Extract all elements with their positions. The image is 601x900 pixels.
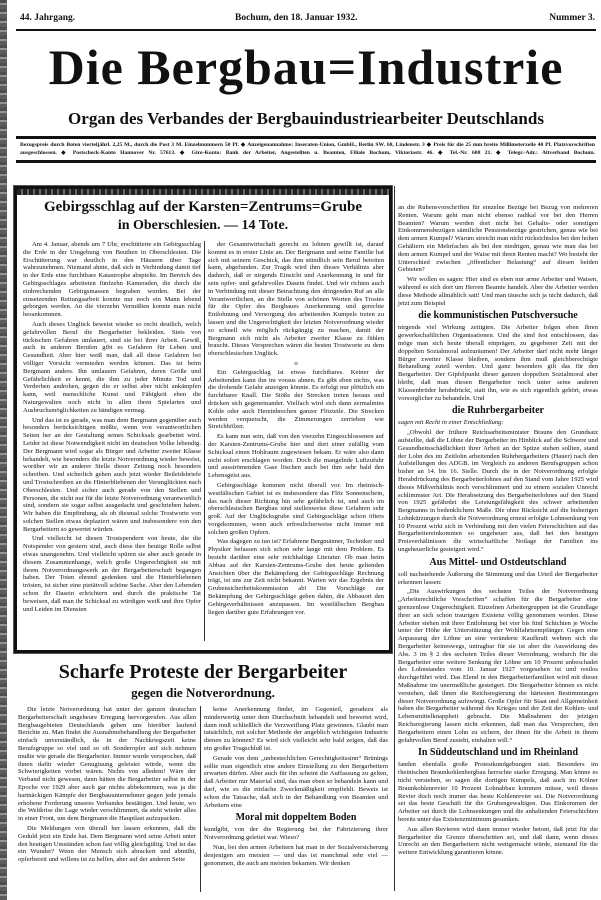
paragraph: Die Meldungen von überall her lassen erkennen, daß die Geduld jetzt ein Ende hat. Dem Bergmann wird seine Arbeit unter den heutigen Umständen schon fast völlig gleichgültig. Und ist das ein Wunder? Wenn der Mensch sich abrackert und abmüht, opferbereit und willens ist zu helfen, aber auf der anderen Seite [18, 824, 196, 864]
subscription-info: Bezugspreis durch Boten vierteljährl. 2,25 M., durch die Post 3 M. Einzelnummern 50 Pf. ◆ Anzeigenannahme: Inseraten-Union, GmbH., Berlin SW. 68, Lindenstr. 3 ◆ Preis für die 25 mm breite Millimeterzeile 40 Pf. Platzvorschriften ausgeschlossen. ◆ Postscheck-Konto Hannover Nr. 57613. ◆ Giro-Konto: Bank der Arbeiter, Angestellten u. Beamten, Filiale Bochum, Viktoriastr. 46. ◆ Tel.-Nr. 608 21. ◆ Telegr.-Adr.: Altverband Bochum. [20, 142, 595, 156]
paragraph: sagen mit Recht in einer Entschließung: [398, 419, 504, 427]
paragraph: Es kann nun sein, daß von den vierzehn Eingeschlossenen auf der Karsten-Zentrums-Grube hier und dort einer zufällig vom Schicksal einen Hohlraum zugewiesen bekam. Er wäre also dann nicht sofort erschlagen worden. Doch die mangelnde Luftzufuhr und ausströmenden Gase löschen auch bei ihm sehr bald den Lebensgeist aus. [208, 433, 384, 480]
paragraph: Am 4. Januar, abends um 7 Uhr, erschütterte ein Gebirgsschlag die Erde in der Umgebung von Beuthen in Oberschlesien. Die Erschütterung war deutlich in den Häusern über Tage wahrzunehmen. Niemand ahnte, daß sich in Verbindung damit tief in der Erde eine furchtbare Katastrophe abspielte. Im Bereich des Gebirgsschlages arbeiteten fünfzehn Kameraden, die durch die einbrechenden Gebirgsmassen begraben wurden. Bei der einsetzenden Rettungsarbeit konnte nur noch ein Mann lebend geborgen werden. An die vierzehn Vermißten konnte man nicht herankommen. [23, 241, 201, 319]
paragraph: soll nachstehende Äußerung die Stimmung und das Urteil der Bergarbeiter erkennen lassen: [398, 570, 598, 586]
article-subheadline: gegen die Notverordnung. [131, 685, 275, 700]
dateline: Bochum, den 18. Januar 1932. [235, 13, 358, 23]
volume-label: 44. Jahrgang. [20, 13, 76, 23]
masthead [16, 34, 596, 102]
article-column-1 [18, 706, 196, 866]
paragraph: Aus allen Revieren wird dann immer wieder betont, daß jetzt für die Bergarbeiter die Grenze überschritten sei, und daß dann, wenn dieses Unrecht an den Bergarbeitern nicht wettgemacht würde, niemand für die weitere Entwicklung garantieren könne. [398, 825, 598, 857]
section-heading: Aus Mittel- und Ostdeutschland [429, 556, 567, 568]
column-rule [204, 241, 205, 641]
folio-line [20, 13, 595, 27]
article-headline: Gebirgsschlag auf der Karsten=Zentrums=Grube [43, 199, 363, 215]
section-separator: o [294, 359, 298, 367]
paragraph: Wir wollen es sagen: Hier sind es eben nur arme Arbeiter und Waisen, während es sich dort um Herren Beamte handelt. Aber die Arbeiter werden diese Methode allmählich satt! Und man täusche sich ja nicht dadurch, daß jetzt zum Beispiel [398, 276, 598, 307]
paragraph: der Gesamtwirtschaft gerecht zu lohnen gewillt ist, darauf kommt es in erster Linie an. Der Bergmann und seine Familie hat sich mit seinem Geschick, das ihm stündlich sein Beruf bereiten kann, abgefunden. Zur Tragik wird ihm dieses Verhältnis aber dadurch, daß er nirgends Einsicht und Anerkennung in und für sein opfer- und gefahrvolles Dasein findet. Und wir richten auch in Verbindung mit dieser Betrachtung den dringenden Ruf an alle Verantwortlichen, an die Stelle von schönen Worten des Trostes für die Opfer des Bergbaues Anerkennung und gerechte Entlohnung und Versorgung des arbeitenden Kumpels treten zu lassen und die Ungerechtigkeit der letzten Notverordnung wieder so schnell wie möglich rückgängig zu machen, damit der Bergmann sich nicht als Arbeiter zweiter Klasse zu fühlen braucht. Dieses Versprechen wären die besten Trostworte zu dem oberschlesischen Unglück. [208, 241, 384, 358]
article-subheadline: in Oberschlesien. — 14 Tote. [117, 218, 289, 233]
article-column-2 [204, 706, 388, 869]
paragraph: Was dagegen zu tun ist? Erfahrene Bergmänner, Techniker und Physiker befassen sich schon sehr lange mit dem Problem. Es besteht darüber eine sehr reichhaltige Literatur. Ob man beim Abbau auf der Karsten-Zentrums-Grube den heute geltenden Ansichten über die Bekämpfung der Gebirgsschläge Rechnung trägt, ist uns zur Zeit nicht bekannt. Warten wir das Ergebnis der Grubensicherheitskommission ab! Die Vorschläge zur Bekämpfung der Gebirgsschläge gehen dahin, die Abbauort den Gebirgsverhältnissen anzupassen. Im westfälischen Bergbau liegen darüber gute Erfahrungen vor. [208, 538, 384, 616]
article-mine-disaster [14, 186, 392, 653]
right-column-continuation [398, 204, 598, 859]
quote-paragraph: „Obwohl der frühere Reichsarbeitsminister Brauns den Grundsatz aufstellte, daß die Löhne der Bergarbeiter im Hinblick auf die Schwere und Gesundheitsschädlichkeit ihrer Arbeit an der Spitze stehen sollten, stand der Lohn des im Zeitlohn arbeitenden Ruhrbergarbeiters (Hauer) nach den Aufstellungen des ADGB. im Vergleich zu anderen Berufsgruppen schon bisher an 14. bis 16. Stelle. Durch die in der Notverordnung erfolgte Herabdrückung des Bergarbeiterlohnes auf den Stand vom Jahre 1925 wird dieses Mißverhältnis noch verschlimmert und zu einem sozialen Unrecht schlimmster Art. Die Herabsetzung des Bergarbeiterlohnes auf den Stand von 1925 gefährdet die Leistungsfähigkeit des schwer arbeitenden Bergmanns in bedenklichem Maße. Die ohne Rücksicht auf die bisherigen Lohnkürzungen durch die Notverordnung erneut erfolgte Lohnsenkung von 10 Prozent wirkt sich in Verbindung mit den vielen Feierschichten auf das Bergarbeitereinkommen so ungeheuer aus, daß bei den heutigen Preisverhältnissen die wirtschaftliche Notlage der Familien ins ungeheuerliche gesteigert wird.“ [398, 429, 598, 554]
scan-edge [0, 0, 7, 900]
divider [16, 29, 596, 31]
paragraph: nirgends viel Wirkung zeitigten. Die Arbeiter folgen eben ihren gewerkschaftlichen Organisationen. Und die sind fest entschlossen, das möge man sich heute überall einprägen, zu gegebener Zeit mit der doppelten Sozialmoral aufzuräumen! Der Arbeiter darf nicht mehr länger Bürger zweiter Klasse bleiben, sondern ihm muß gleichberechtigte Behandlung zuteil werden. Und ganz besonders gilt das für den Bergarbeiter. Der Gipfelpunkt dieser ganzen doppelten Sozialmoral aber bleibt, daß man diesen Bergarbeiter noch unter seine anderen Klassenbrüder herabdrückt, statt ihn, wie es sich eigentlich gehört, etwas vorsorglicher zu behandeln. Und [398, 324, 598, 402]
section-heading: Moral mit doppeltem Boden [235, 812, 357, 824]
paragraph: Ein Gebirgsschlag ist etwas furchtbares. Keiner der Arbeitenden kann ihn im voraus ahnen. Es gibt eben nichts, was die drohende Gefahr anzeigen könnte. Es erfolgt nur plötzlich ein furchtbarer Knall. Die Stöße der Strecken treten heraus und drücken sich gegeneinander. Vielfach wird sich dann zermalmtes Kohle oder auch Hereinbrechen ganzer Flözteile. Die Strecken werden verquetscht, die Zimmerungen zerrieben wie Streichhölzer. [208, 368, 384, 431]
paragraph: Auch dieses Unglück beweist wieder so recht deutlich, welch gefahrvollen Beruf die Bergarbeiter bekleiden. Stets von tückischen Gefahren umlauert, sind sie bei ihrer Arbeit. Gewiß, auch in anderen Berufen gibt es Gefahren für Leben und Gesundheit. Aber hier weiß man, daß all diese Gefahren bei völliger Vorsicht vermieden werden können. Das ist beim Bergmann anders. Ihn umlauern Gefahren, deren Größe und Gefährlichkeit er kennt, die ihm zu jeder Minute Tod und Verderben androhen, gegen die er selbst aber nicht ankämpfen kann, weil menschliche Kunst und Fähigkeit eben die Naturgewalten noch nicht in allen ihren Spielarten und Ausbruchsmöglichkeiten zu bändigen vermag. [23, 320, 201, 414]
section-heading: die Ruhrbergarbeiter [452, 405, 544, 417]
article-protests [14, 660, 392, 898]
paragraph: keine Anerkennung findet, im Gegenteil, geradezu als minderwertig unter dem Durchschnitt behandelt und bewertet wird, dann muß schließlich die Verzweiflung Platz gewinnen. Glaubt man tatsächlich, mit solcher Methode der angeblich wichtigsten Industrie dienen zu können? Es wird sich vielleicht sehr bald zeigen, daß das ein großer Trugschluß ist. [204, 706, 388, 752]
column-rule [394, 186, 395, 891]
paragraph: Und das ist es gerade, was man dem Bergmann gegenüber auch besonders berücksichtigen müßte, wenn von verantwortlichen Seiten her an der Gestaltung seines Schicksals gearbeitet wird. Leider ist diese Notwendigkeit nicht im deutschen Volke lebendig. Der Bergmann wird sogar als Bürger und Arbeiter zweiter Klasse behandelt, wie besonders die letzte Notverordnung wieder beweist, worüber wir an anderer Stelle dieser Zeitung noch besonders schreiben. Und sicherlich gehen auch jetzt wieder Beileidsbriefe und Trostschreiben an die Hinterbliebenen der Verunglückten nach Oberschlesien. Und sicher auch gerade von den Stellen und Personen, die nicht nur für die letzte Notverordnung verantwortlich sind, sondern sie sogar selbst ausgedacht und geschrieben haben. Wir haben die Empfindung, als ob diesmal solche Trostworte von solchen Stellen etwas deplaziert wären und insbesondere von den Bergarbeitern so gewertet würden. [23, 416, 201, 533]
masthead-subtitle: Organ des Verbandes der Bergbauindustriearbeiter Deutschlands [68, 109, 544, 128]
article-headline: Scharfe Proteste der Bergarbeiter [58, 661, 348, 683]
box-border-texture [17, 189, 389, 195]
article-column-1 [23, 241, 201, 615]
column-rule [200, 706, 201, 892]
paragraph: Und vielleicht ist diesen Trostspendern von heute, die die Notspender von gestern sind, auch diese ihre heutige Rolle selbst etwas unangenehm. Und vielleicht spüren sie aber auch gerade in diesem Zusammenhange, welch große Ungerechtigkeit sie mit ihrem Notverordnungswerk an der Bergarbeiterschaft begangen haben. Der Toten ehrend gedenken und die Hinterbliebenen trösten, ist sicher eine pietätvoll schöne Sache. Aber den Lebenden schon ihr Dasein erleichtern und durch die praktische Tat beweisen, daß man ihr Schicksal zu würdigen weiß und ihre Opfer und Leiden im Diensten [23, 535, 201, 613]
issue-number: Nummer 3. [549, 13, 595, 23]
paragraph: Nun, bei den armen Arbeitern hat man in der Sozialversicherung denjenigen am meisten — und das ist manchmal sehr viel — genommen, die auch am meisten bekamen. Wir denken [204, 843, 388, 867]
section-heading: die kommunistischen Putschversuche [418, 310, 578, 322]
article-column-2 [208, 241, 384, 618]
paragraph: fanden ebenfalls große Protestkundgebungen statt. Besonders im rheinischen Braunkohlenbergbau herrschte starke Erregung. Man könne es nicht verstehen, so sagen die dortigen Kumpels, daß auch im Kölner Braunkohlenrevier 10 Prozent Lohnabbau kommen müsse, weil dieses Revier doch noch immer das beste Kohlenrevier sei. Die Notverordnung sei das beste Geschäft für die Grubengewaltigen. Das Einkommen der Arbeiter sei durch die Lohnsenkungen und die anhaltenden Feierschichten bereits unter das Existenzminimum gesunken. [398, 761, 598, 823]
newspaper-title: Die Bergbau=Industrie [48, 39, 564, 95]
paragraph: Gebirgsschläge kommen nicht überall vor. Im rheinisch-westfälischen Gebiet ist es insbesondere das Flöz Sonnenschein, das nach dieser Richtung hin sehr gefährlich ist, und auch im oberschlesischen Bergbau sind stellenweise diese Gefahren sehr groß. Auf der Unglücksgrube sind Gebirgsschläge schon öfters vorgekommen, wenn auch erfreulicherweise nicht immer mit solchen großen Opfern. [208, 481, 384, 536]
section-heading: In Süddeutschland und im Rheinland [417, 747, 579, 759]
divider [16, 136, 596, 139]
paragraph: an die Ruhensvorschriften für einzelne Bezüge bei Bezug von mehreren Renten. Warum geht man nicht ebenso radikal vor bei den Herren Beamten? Warum werden dort nicht bei Gehalts- oder sonstigen Einkommensbezügen sämtliche Pensionsbezüge gestrichen, genau wie bei dem armen Kumpel? Warum streicht man nicht rücksichtslos bei den hohen Gehältern ein Mehrfaches als bei den niedrigen, genau wie man das bei dem armen Kumpel und der Waise mit ihren Renten macht? Wo besteht der Unterschied zwischen „öffentlicher Belastung“ auf diesen beiden Gebieten? [398, 204, 598, 274]
divider [16, 160, 596, 163]
paragraph: kundgibt, von der die Regierung bei der Fabrizierung ihrer Notverordnung geleitet war. Wieso? [204, 826, 388, 842]
paragraph: Gerade von dem „unbestechlichen Gerechtigkeitssinn“ Brünings sollte man eigentlich eine andere Einstellung zu den Bergarbeitern erwarten dürfen. Aber auch für ihn scheint die Auffassung zu gelten, daß Arbeiter nur Material sind, das man eben so behandeln kann und darf, wie es die einfache Zweckmäßigkeit empfiehlt. Beweis ist schon die Tatsache, daß sich in der Behandlung von Beamten und Arbeitern eine [204, 754, 388, 809]
paragraph: Die letzte Notverordnung hat unter der ganzen deutschen Bergarbeiterschaft ungeheure Erregung hervorgerufen. Aus allen Bergbaugebieten Deutschlands gehen uns hierüber laufend Berichte zu. Man findet die Ausnahmebehandlung der Bergarbeiter einfach unverständlich, da in der Nachkriegszeit keine Berufsgruppe so viel und so oft Sonderopfer auf sich nehmen mußte wie gerade die Bergarbeiter. Immer wurde versprochen, daß ihnen dafür wieder Genugtuung geleistet würde, wenn die Schwierigkeiten vorbei wären. Nichts von alledem! Wäre der Verband nicht gewesen, dann hätten die Bergarbeiter selbst in der Epoche vor 1929 aber auch gar nichts abbekommen, was ja die hartnäckigen Kämpfe der Bergbauunternehmer gegen jede jemals erhobene Forderung unseres Verbandes bestätigen. Und heute, wo die Weltkrise die Lage wieder verschlimmert, da steht wieder alles in einer Front, um dem Bergmann die Hauptlast aufzupacken. [18, 706, 196, 823]
quote-paragraph: „Die Auswirkungen des sechsten Teiles der Notverordnung „Arbeitsrechtliche Vorschriften“ schaffen für die Bergarbeiter eine grenzenlose Ungerechtigkeit. Einzelnen Arbeitergruppen ist die Grundlage ihrer an sich schon traurigen Existenz völlig genommen worden. Diese Arbeiter stehen mit ihrer Entlohnung bei vier bis fünf Schichten je Woche unter der Höhe der Unterstützung der Wohlfahrtsempfänger. Gegen eine Anpassung der Löhne an eine veränderte Kaufkraft wehren sich die Bergarbeiter keineswegs, untragbar für sie ist aber die Auswirkung des Abs. 3 im § 2 des sechsten Teiles dieser Verordnung, wodurch für die Bergarbeiter eine weitere Senkung der Löhne um 10 Prozent unbeschadet des Lohnstandes vom 10. Januar 1927 vorgesehen ist und restlos durchgeführt wird. Das Elend in den Bergarbeiterfamilien wird mit dieser Maßnahme ins unermeßliche gesteigert. Die Bergarbeiter können es nicht verstehen, daß ihnen die Reichsregierung die härtesten Bestimmungen dieser Notverordnung aufzwingt. Große Opfer für Staat und Allgemeinheit haben die Bergarbeiter während des Krieges und der Zeit der Kohlen- und Lebensmittelknappheit gebracht. Die Maßnahmen der jetzigen Reichsregierung lassen nicht erkennen, daß man das Versprechen, den Bergarbeitern einen Lohn zu sichern, der ihnen für die Arbeit in ihrem gefahrvollen Beruf zusteht, einhalten will.“ [398, 588, 598, 744]
